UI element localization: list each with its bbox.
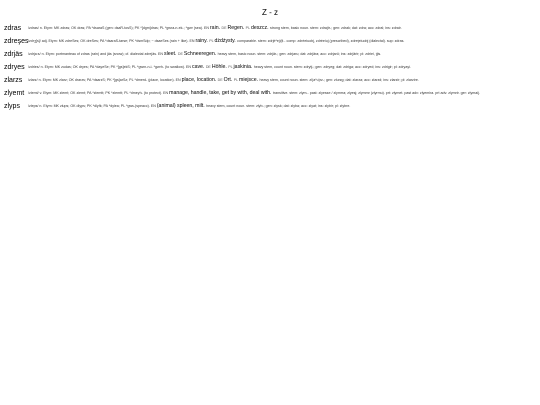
entry-pl-label: PL (228, 65, 234, 69)
entry-headword: zlyps (4, 103, 20, 110)
page-title: Z - z (262, 8, 278, 17)
entry-body (28, 103, 536, 110)
entry-inflection: heavy stem, basic noun. stem: zdrjär-; gen: zdrjaru; dat: zdrjära; acc: zdrjarü; ins: zdrjärir; pl: zdriei, ţjis. (217, 52, 382, 56)
entry-inflection: heavy stem, count noun. stem: zdrytj-; gen: zdryeg; dat: zdriga; acc: zdryed; ins: zdrigir; pl: zdryayi. (253, 65, 411, 69)
entry-gloss-en: manage, handle, take, get by with, deal with. (169, 90, 273, 96)
entry-inflection: heavy stem, count noun. stem: zl(a*u)rz-; gen: zlurzg; dat: zlarza; acc: zlarzd; ins: zlarzir; pl: zlarzire. (259, 78, 419, 82)
entry-gloss-en: (animal) spleen, milt. (156, 103, 207, 109)
entry-gloss-pl: dżdżysty. (214, 38, 238, 44)
entry-pl-label: PL (209, 39, 215, 43)
entry-inflection: strong stem, basic noun. stem: zdrajtr-; gen: zdrak; dat: zdra; acc: zdral; ins: zdrair. (269, 26, 402, 30)
entry-pl-label: PL (233, 78, 239, 82)
entry-zdreses (4, 38, 536, 46)
entry-zlyemt (4, 90, 536, 98)
entry-gloss-de: Schneeregen. (183, 51, 218, 57)
entry-pl-label: PL (245, 26, 251, 30)
entry-etymology: /zleps/ n. Etym: MK zlups; OK dlyps; PK *dlyfk; PA *dylea; PL *gws-(speacc). EN (28, 104, 157, 108)
entry-de-label: DE (177, 52, 184, 56)
entry-etymology: /zdras/ n. Etym: MK zdras; OK dras; PA *dsaraS (gen: dsaR-tosS); PK *[dgm]dras; PL *gwra-n-ek-; *gwr (sea). EN (28, 26, 210, 30)
entry-gloss-pl: jaskinia. (233, 64, 254, 70)
entry-body (28, 38, 536, 45)
entry-zdryes (4, 64, 536, 72)
entry-body (28, 90, 536, 97)
entry-gloss-pl: deszcz. (250, 25, 270, 31)
entry-de-label: DE (221, 26, 228, 30)
entry-body (28, 77, 536, 84)
entry-headword: zlarzs (4, 77, 23, 84)
entry-etymology: /zlarz/ n. Etym: MK zlarz; OK drarzs; PA *dsarzS; PK *[gs]arSz; PL *dmerd- (place, location). EN (28, 78, 182, 82)
entry-inflection: heavy stem, count noun. stem: zlyb-; gen: zlysk; dat: zlyba; acc: zlyat; ins: zlybir; pl: zlybre. (206, 104, 351, 108)
entry-headword: zdryes (4, 64, 25, 71)
entry-gloss-de: Höhle. (211, 64, 229, 70)
entry-body (28, 51, 536, 58)
entry-de-label: DE (217, 78, 224, 82)
entry-inflection: transitive. stem: zlym-. past: zlyesse / zlymrra; zlyesj; zlymmr (zlyrmu). prt: zlymet. past adv: zlyemira. prt adv: zlymrir. ger: zlymaij. (272, 91, 480, 95)
entry-gloss-en: cave. (191, 64, 206, 70)
entry-inflection: comparable. stem: zdrjè*ej@-. comp: zdrèeiuobj, zdrèeiuj (prescribed), zdreţeiuobj (dialectal). sup: zdras. (237, 39, 405, 43)
entry-headword: zlyemt (4, 90, 25, 97)
entry-gloss-en: rainy. (195, 38, 210, 44)
entry-headword: zdras (4, 25, 22, 32)
entry-gloss-pl: miejsce. (239, 77, 260, 83)
entry-etymology: /zdrʒ[s]/ adj. Etym: MK zdreSes; OK dreSes; PA *dsaraS-tarse; PK *dsmSdp; ~ dsaeSes (rain + like). EN (28, 39, 196, 43)
entry-etymology: /zlemt/ v. Etym: MK zlemt; OK zlemt; PA *zlemtt; PK *zlemtt; PL *dmeyh- (to protect). EN (28, 91, 170, 95)
entry-zlarzs (4, 77, 536, 85)
entry-etymology: /zdries/ n. Etym: MK zudas; OK dryes; PA *dayeSe; PK *[gs]ekS; PL *gwrn-n-i- *gwrh- (to swallow). EN (28, 65, 192, 69)
entry-zdrjas (4, 51, 536, 59)
entry-zlyps (4, 103, 536, 111)
entry-de-label: DE (205, 65, 212, 69)
entry-gloss-de: Regen. (227, 25, 246, 31)
entry-etymology: /zdrja:s/ n. Etym: portmanteau of zdras (rain) and jäs (snow); cf. dialectal zdrejäs. EN (28, 52, 165, 56)
entry-zdras (4, 25, 536, 33)
entry-gloss-en: sleet. (164, 51, 178, 57)
entry-gloss-en: rain. (209, 25, 222, 31)
entry-gloss-de: Ort. (223, 77, 234, 83)
entry-headword: zdrjäs (4, 51, 23, 58)
entry-gloss-en: place, location. (181, 77, 218, 83)
entry-body (28, 25, 536, 32)
entry-headword: zdreşes (4, 38, 29, 45)
entry-body (28, 64, 536, 71)
